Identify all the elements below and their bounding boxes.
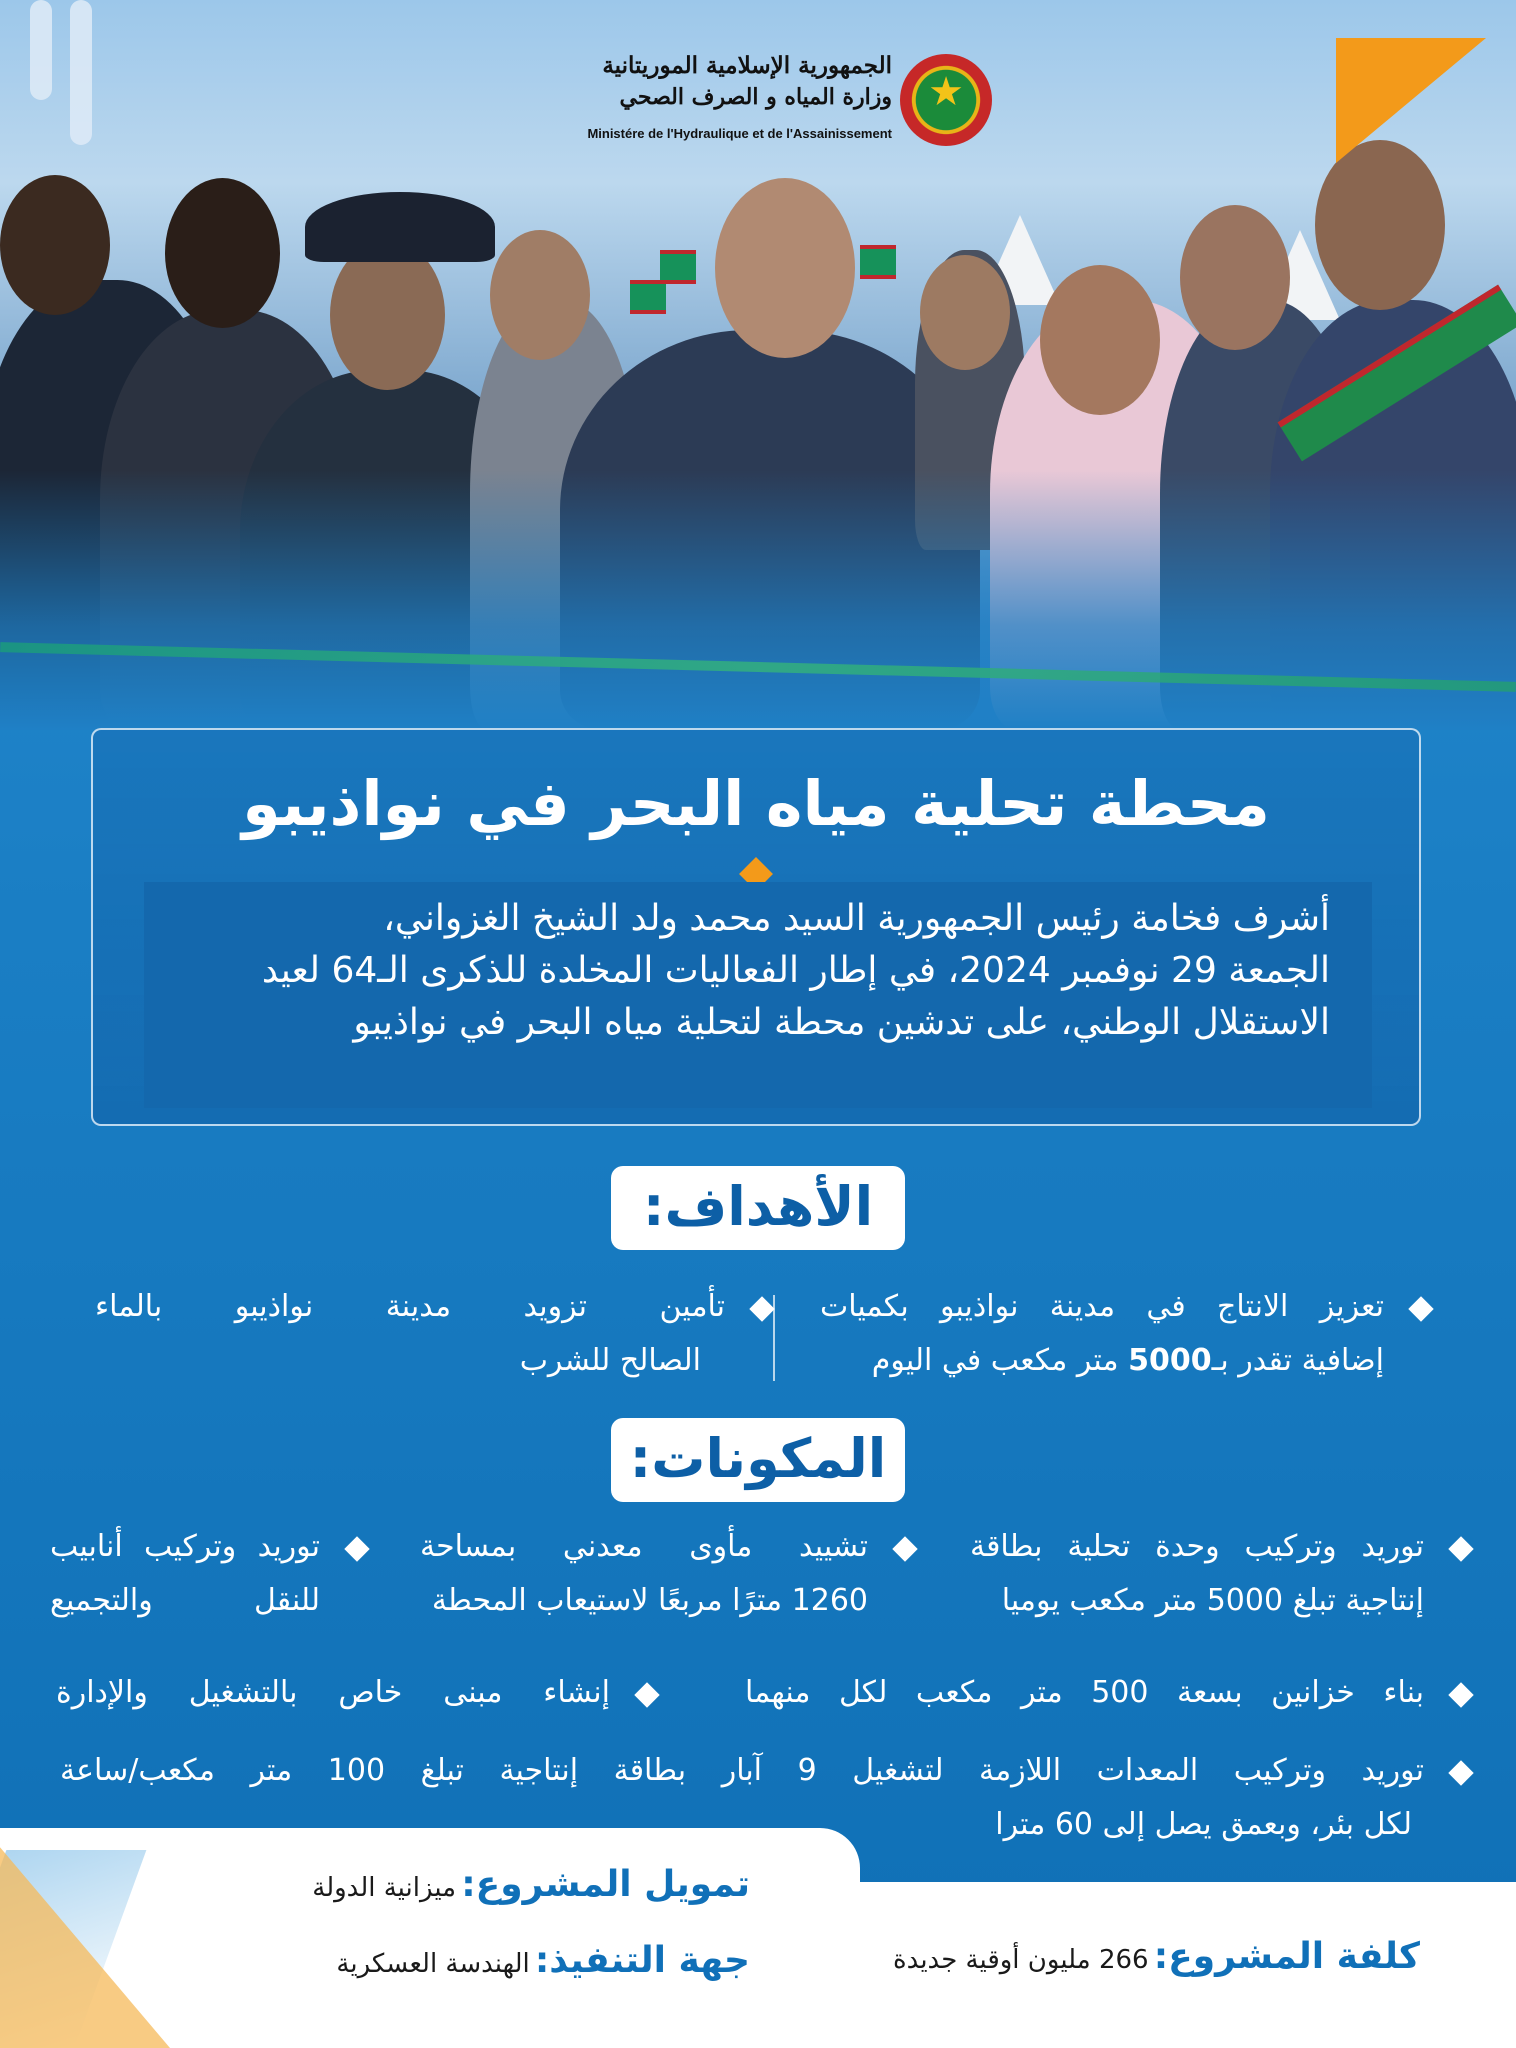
- cost-key: كلفة المشروع:: [1153, 1936, 1420, 1977]
- components-label: المكونات:: [611, 1418, 905, 1502]
- person-head: [1315, 140, 1445, 310]
- intro-line: أشرف فخامة رئيس الجمهورية السيد محمد ولد الشيخ الغزواني،: [383, 898, 1330, 939]
- objective-line: إضافية تقدر بـ5000 متر مكعب في اليوم: [871, 1343, 1384, 1378]
- component-line: توريد وتركيب المعدات اللازمة لتشغيل 9 آبار بطاقة إنتاجية تبلغ 100 متر مكعب/ساعة: [60, 1753, 1424, 1788]
- objective-number: 5000: [1128, 1343, 1212, 1378]
- component-item: [970, 1520, 1424, 1628]
- diamond-bullet-icon: [1448, 1760, 1473, 1785]
- component-item: [745, 1666, 1424, 1720]
- photo-fade: [0, 470, 1516, 730]
- diamond-bullet-icon: [749, 1296, 774, 1321]
- intro-line: الجمعة 29 نوفمبر 2024، في إطار الفعاليات المخلدة للذكرى الـ64 لعيد: [261, 950, 1330, 991]
- component-line: توريد وتركيب أنابيب: [50, 1529, 320, 1564]
- person-head: [0, 175, 110, 315]
- diamond-bullet-icon: [634, 1682, 659, 1707]
- component-line: إنتاجية تبلغ 5000 متر مكعب يوميا: [1001, 1583, 1424, 1618]
- diamond-bullet-icon: [892, 1536, 917, 1561]
- officer-cap: [305, 192, 495, 262]
- flag-shape: [660, 250, 696, 284]
- funding-value: ميزانية الدولة: [312, 1873, 457, 1903]
- intro-paragraph: [190, 893, 1330, 1049]
- ministry-name-fr: Ministére de l'Hydraulique et de l'Assainissement: [587, 126, 892, 141]
- component-item: [60, 1744, 1424, 1852]
- objectives-label: الأهداف:: [611, 1166, 905, 1250]
- person-head: [920, 255, 1010, 370]
- diamond-bullet-icon: [1448, 1536, 1473, 1561]
- objective-line: تعزيز الانتاج في مدينة نواذيبو بكميات: [820, 1289, 1384, 1324]
- diamond-bullet-icon: [1408, 1296, 1433, 1321]
- ministry-name-ar: وزارة المياه و الصرف الصحي: [619, 84, 892, 110]
- component-item: [50, 1520, 320, 1628]
- executor-value: الهندسة العسكرية: [336, 1949, 530, 1979]
- country-name: الجمهورية الإسلامية الموريتانية: [602, 52, 892, 79]
- cost-row: [830, 1936, 1420, 1977]
- component-line: للنقل والتجميع: [50, 1583, 320, 1618]
- flag-shape: [630, 280, 666, 314]
- diamond-bullet-icon: [1448, 1682, 1473, 1707]
- component-line: بناء خزانين بسعة 500 متر مكعب لكل منهما: [745, 1675, 1424, 1710]
- page-title: محطة تحلية مياه البحر في نواذيبو: [242, 767, 1270, 840]
- ministry-header: [520, 48, 1000, 158]
- funding-key: تمويل المشروع:: [461, 1864, 750, 1905]
- flag-shape: [860, 245, 896, 279]
- executor-key: جهة التنفيذ:: [534, 1940, 750, 1981]
- component-line: لكل بئر، وبعمق يصل إلى 60 مترا: [995, 1807, 1412, 1842]
- component-line: توريد وتركيب وحدة تحلية بطاقة: [970, 1529, 1424, 1564]
- component-line: 1260 مترًا مربعًا لاستيعاب المحطة: [431, 1583, 868, 1618]
- person-head: [715, 178, 855, 358]
- component-line: تشييد مأوى معدني بمساحة: [420, 1529, 868, 1564]
- diamond-bullet-icon: [344, 1536, 369, 1561]
- component-line: إنشاء مبنى خاص بالتشغيل والإدارة: [56, 1675, 610, 1710]
- objective-line: الصالح للشرب: [519, 1343, 701, 1378]
- person-head: [330, 240, 445, 390]
- funding-row: [150, 1864, 750, 1905]
- objective-item: [820, 1280, 1384, 1388]
- objective-item: [95, 1280, 725, 1388]
- coat-of-arms-seal-icon: ★: [900, 54, 992, 146]
- component-item: [56, 1666, 610, 1720]
- intro-line: الاستقلال الوطني، على تدشين محطة لتحلية مياه البحر في نواذيبو: [353, 1002, 1330, 1043]
- person-head: [1040, 265, 1160, 415]
- person-head: [165, 178, 280, 328]
- objective-line: تأمين تزويد مدينة نواذيبو بالماء: [95, 1289, 725, 1324]
- component-item: [420, 1520, 868, 1628]
- cost-value: 266 مليون أوقية جديدة: [893, 1945, 1149, 1975]
- person-head: [490, 230, 590, 360]
- person-head: [1180, 205, 1290, 350]
- executor-row: [150, 1940, 750, 1981]
- orange-corner-decor: [1336, 38, 1486, 163]
